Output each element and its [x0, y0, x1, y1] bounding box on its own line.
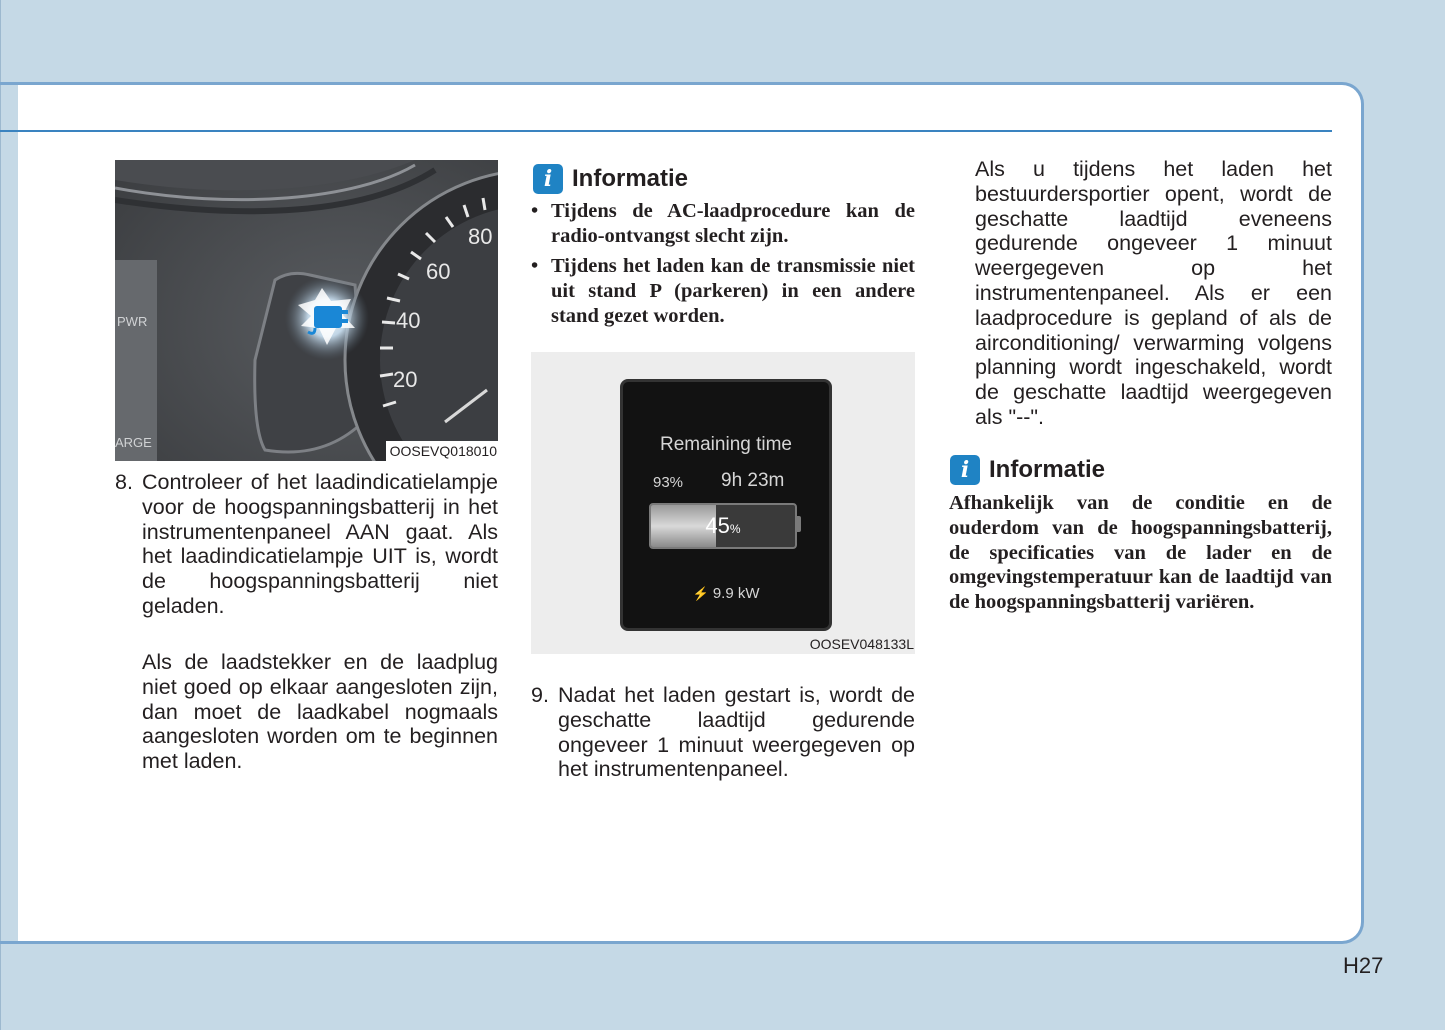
speedo-label-60: 60 — [426, 259, 451, 284]
speedo-label-80: 80 — [468, 224, 493, 249]
step-number: 9. — [531, 683, 549, 707]
remaining-time-figure — [531, 352, 915, 654]
dashboard-figure — [115, 160, 498, 461]
info-title: Informatie — [572, 165, 689, 192]
screen-power-value: 9.9 kW — [712, 585, 760, 602]
info-body: Afhankelijk van de conditie en de ouderdom van de hoogspanningsbatterij, de specificaties van de lader en de omgevingstemperatuur kan de laadtijd van de hoogspanningsbatterij variëren. — [949, 492, 1332, 614]
speedo-label-40: 40 — [396, 308, 421, 333]
screen-time: 9h 23m — [721, 470, 785, 491]
battery-unit: % — [729, 522, 741, 536]
step-number: 8. — [115, 470, 133, 494]
screen-power — [623, 585, 829, 602]
left-edge-tab-bottom — [0, 941, 18, 944]
side-label-charge: ARGE — [115, 435, 152, 450]
info-title: Informatie — [989, 456, 1106, 483]
step-8-note: Als de laadstekker en de laadplug niet goed op elkaar aangesloten zijn, dan moet de laadkabel nogmaals aangesloten worden om te beginnen met laden. — [142, 650, 498, 774]
left-edge-tab-top — [0, 82, 18, 85]
info-header — [950, 455, 1105, 485]
info-bullet: • Tijdens het laden kan de transmissie niet uit stand P (parkeren) in een andere stand gezet worden. — [531, 254, 915, 329]
battery-value: 45 — [705, 513, 730, 538]
side-label-pwr: PWR — [117, 314, 148, 329]
speedo-label-20: 20 — [393, 367, 418, 392]
dashboard-photo — [115, 160, 498, 461]
figure-caption: OOSEV048133L — [809, 636, 914, 652]
figure-caption: OOSEVQ018010 — [386, 441, 498, 461]
info-icon: i — [533, 164, 563, 194]
battery-terminal — [795, 516, 801, 532]
left-edge-strip — [0, 0, 1, 1030]
step-9-text: Nadat het laden gestart is, wordt de geschatte laadtijd gedurende ongeveer 1 minuut weergegeven op het instrumentenpaneel. — [558, 683, 915, 782]
info-bullet: • Tijdens de AC-laadprocedure kan de radio-ontvangst slecht zijn. — [531, 199, 915, 249]
page-number: H27 — [1343, 953, 1384, 978]
step-8-text: Controleer of het laadindicatielampje voor de hoogspanningsbatterij in het instrumentenpaneel AAN gaat. Als het laadindicatielampje UIT is, wordt de hoogspanningsbatterij niet geladen. — [142, 470, 498, 618]
info-bullet-list — [531, 199, 915, 334]
screen-percent: 93% — [653, 474, 684, 491]
screen-title: Remaining time — [660, 434, 792, 455]
lightning-icon: ⚡ — [692, 586, 709, 601]
cluster-screen — [620, 379, 832, 631]
battery-gauge — [649, 503, 797, 549]
info-header — [533, 164, 688, 194]
header-rule — [0, 130, 1332, 132]
battery-level-label — [651, 513, 795, 539]
info-icon: i — [950, 455, 980, 485]
door-open-paragraph: Als u tijdens het laden het bestuurdersportier opent, wordt de geschatte laadtijd eveneens gedurende ongeveer 1 minuut weergegeven op het instrumentenpaneel. Als er een laadprocedure is gepland of als de airconditioning/ verwarming volgens planning wordt ingeschakeld, wordt de geschatte laadtijd weergegeven als "--". — [975, 157, 1332, 429]
